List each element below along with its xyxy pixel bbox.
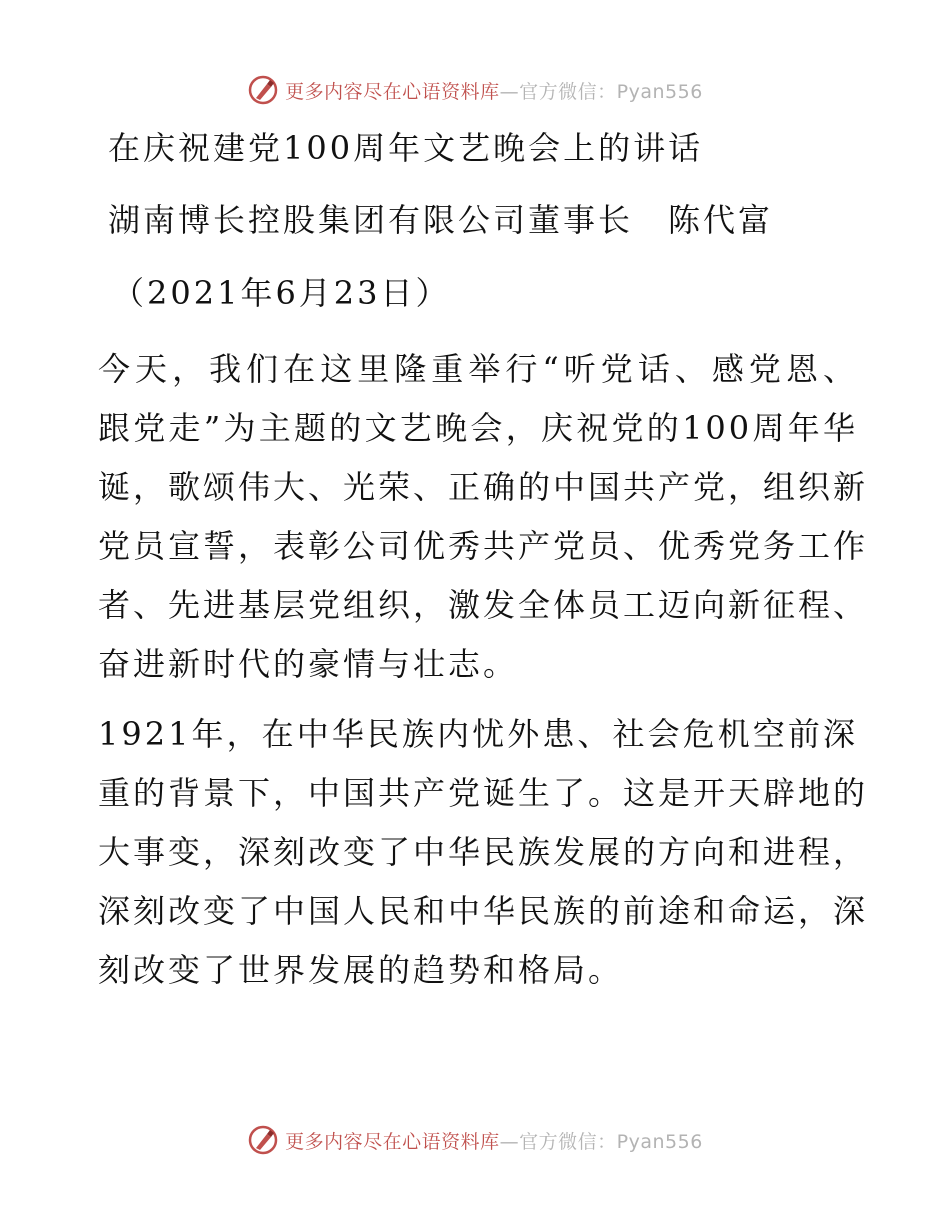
paragraph-line: 刻改变了世界发展的趋势和格局。	[98, 951, 624, 989]
paragraph-line: 奋进新时代的豪情与壮志。	[98, 645, 519, 683]
watermark-grey-text: —官方微信：Pyan556	[499, 80, 703, 103]
watermark-red-text: 更多内容尽在心语资料库	[285, 80, 500, 103]
paragraph-line: 深刻改变了中国人民和中华民族的前途和命运，深	[98, 892, 869, 930]
date-line: （2021年6月23日）	[112, 274, 451, 312]
header-watermark	[0, 70, 950, 110]
paragraph-line: 1921年，在中华民族内忧外患、社会危机空前深	[98, 715, 858, 753]
paragraph-2	[98, 705, 869, 1000]
paragraph-line: 诞，歌颂伟大、光荣、正确的中国共产党，组织新	[98, 468, 869, 506]
author-line: 湖南博长控股集团有限公司董事长 陈代富	[108, 201, 774, 239]
paragraph-line: 大事变，深刻改变了中华民族发展的方向和进程，	[98, 833, 869, 871]
paragraph-line: 党员宣誓，表彰公司优秀共产党员、优秀党务工作	[98, 527, 869, 565]
paragraph-line: 跟党走”为主题的文艺晚会，庆祝党的100周年华	[98, 409, 858, 447]
footer-watermark	[0, 1120, 950, 1160]
pen-logo-icon	[247, 1124, 279, 1156]
paragraph-line: 今天，我们在这里隆重举行“听党话、感党恩、	[98, 350, 858, 388]
paragraph-line: 重的背景下，中国共产党诞生了。这是开天辟地的	[98, 774, 869, 812]
watermark-red-text: 更多内容尽在心语资料库	[285, 1130, 500, 1153]
pen-logo-icon	[247, 74, 279, 106]
paragraph-line: 者、先进基层党组织，激发全体员工迈向新征程、	[98, 586, 869, 624]
document-title: 在庆祝建党100周年文艺晚会上的讲话	[108, 129, 704, 167]
paragraph-1	[98, 340, 869, 694]
watermark-grey-text: —官方微信：Pyan556	[499, 1130, 703, 1153]
